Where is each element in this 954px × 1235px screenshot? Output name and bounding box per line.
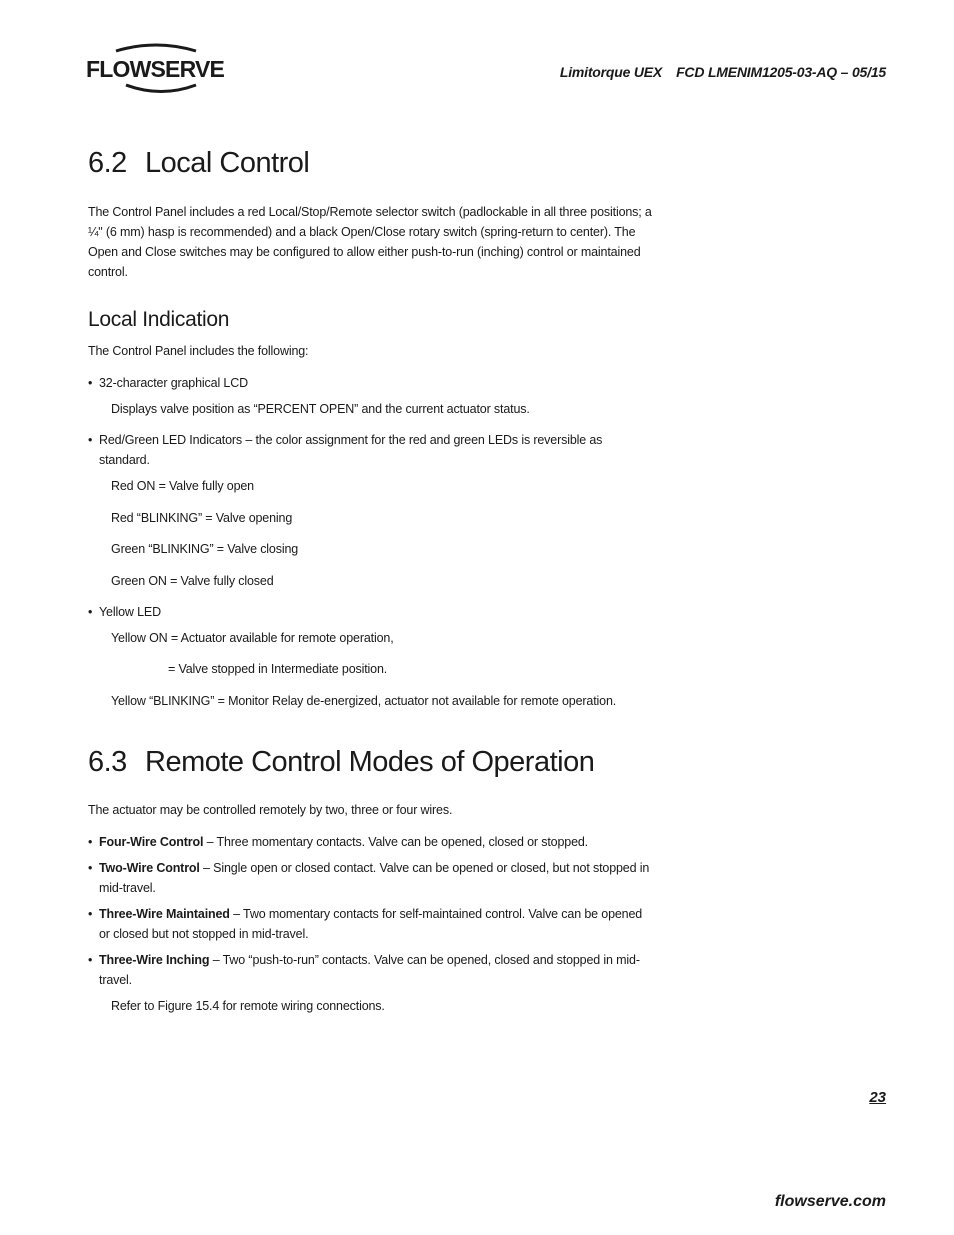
section-number: 6.2 (88, 147, 127, 179)
document-code: FCD LMENIM1205-03-AQ – 05/15 (676, 64, 886, 80)
bullet-text (99, 904, 653, 944)
section-6-2-heading (88, 147, 309, 180)
bullet-two-wire (88, 858, 653, 898)
logo-wordmark: FLOWSERVE (86, 56, 225, 82)
bullet-four-wire (88, 832, 653, 852)
mode-description: – Two “push-to-run” contacts. Valve can be opened, closed and stopped in mid-travel. (99, 953, 640, 987)
bullet-dot: • (88, 835, 93, 849)
bullet-text: 32-character graphical LCD (99, 376, 248, 390)
lcd-detail: Displays valve position as “PERCENT OPEN” and the current actuator status. (111, 402, 530, 416)
bullet-dot: • (88, 907, 93, 921)
bullet-dot: • (88, 433, 93, 447)
local-indication-heading: Local Indication (88, 308, 230, 331)
bullet-text (99, 832, 653, 852)
bullet-three-wire-inching (88, 950, 653, 990)
bullet-led-indicators (88, 430, 653, 470)
bullet-yellow-led (88, 602, 653, 622)
mode-term: Three-Wire Maintained (99, 907, 230, 921)
yellow-on-line: Yellow ON = Actuator available for remote operation, (111, 631, 394, 645)
local-control-intro: The Control Panel includes a red Local/Stop/Remote selector switch (padlockable in all three positions; a ¼" (6 mm) hasp is recommended) and a black Open/Close rotary switch (spring-return to center). The Open and Close switches may be configured to allow either push-to-run (inching) control or maintained control. (88, 205, 652, 279)
footer-website: flowserve.com (774, 1193, 886, 1210)
local-indication-intro: The Control Panel includes the following: (88, 344, 309, 358)
remote-control-intro: The actuator may be controlled remotely by two, three or four wires. (88, 803, 453, 817)
bullet-three-wire-maintained (88, 904, 653, 944)
bullet-text (99, 950, 653, 990)
led-item: Red ON = Valve fully open (111, 479, 254, 493)
section-number: 6.3 (88, 746, 127, 778)
led-item: Green ON = Valve fully closed (111, 574, 274, 588)
mode-description: – Three momentary contacts. Valve can be opened, closed or stopped. (203, 835, 588, 849)
refer-note: Refer to Figure 15.4 for remote wiring connections. (111, 999, 385, 1013)
bullet-dot: • (88, 376, 93, 390)
bullet-lcd (88, 373, 653, 393)
mode-term: Two-Wire Control (99, 861, 200, 875)
mode-term: Three-Wire Inching (99, 953, 210, 967)
bullet-dot: • (88, 953, 93, 967)
bullet-dot: • (88, 861, 93, 875)
yellow-on-continuation: = Valve stopped in Intermediate position. (168, 662, 388, 676)
yellow-blinking-line: Yellow “BLINKING” = Monitor Relay de-energized, actuator not available for remote operation. (111, 694, 617, 708)
bullet-text: Red/Green LED Indicators – the color assignment for the red and green LEDs is reversible as standard. (99, 433, 603, 467)
flowserve-logo (86, 42, 226, 96)
page-number: 23 (869, 1089, 886, 1106)
bullet-text (99, 858, 653, 898)
led-item: Green “BLINKING” = Valve closing (111, 542, 299, 556)
bullet-dot: • (88, 605, 93, 619)
section-title: Local Control (145, 147, 310, 179)
section-title: Remote Control Modes of Operation (145, 746, 595, 778)
led-item: Red “BLINKING” = Valve opening (111, 511, 293, 525)
bullet-text: Yellow LED (99, 605, 161, 619)
mode-term: Four-Wire Control (99, 835, 204, 849)
header-reference (560, 64, 886, 80)
section-6-3-heading (88, 746, 594, 779)
mode-description: – Two momentary contacts for self-maintained control. Valve can be opened or closed but not stopped in mid-travel. (99, 907, 643, 941)
product-name: Limitorque UEX (559, 64, 663, 80)
mode-description: – Single open or closed contact. Valve can be opened or closed, but not stopped in mid-travel. (99, 861, 650, 895)
